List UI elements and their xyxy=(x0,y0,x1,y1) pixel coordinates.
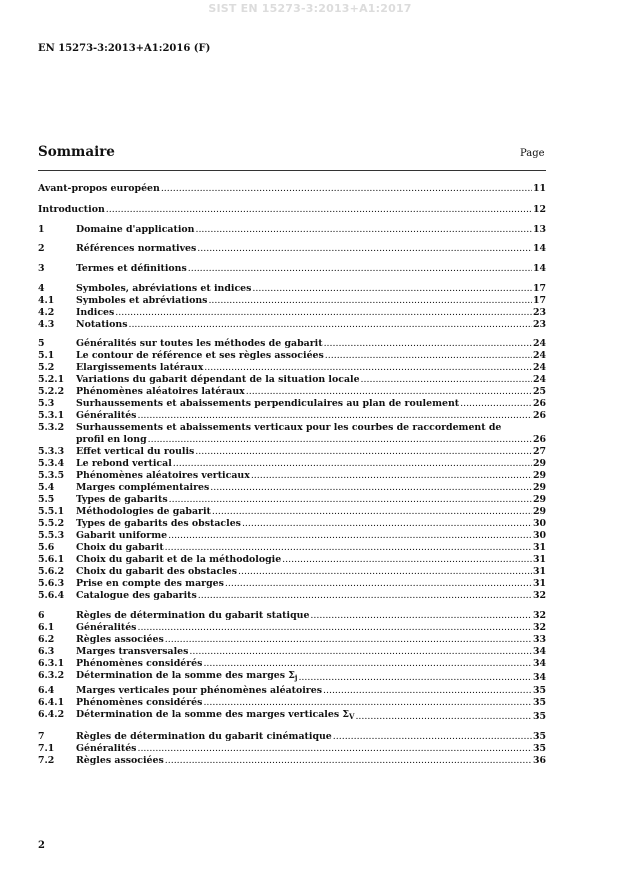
toc-entry-number: 4 xyxy=(38,283,45,294)
toc-entry[interactable] xyxy=(38,542,546,554)
toc-entry-page: 35 xyxy=(532,731,546,742)
toc-entry-number: 5.3.2 xyxy=(38,422,65,433)
toc-entry-title: Marges transversales xyxy=(76,646,189,657)
toc-entry-page: 34 xyxy=(532,646,546,657)
toc-leader-dots xyxy=(161,183,532,195)
toc-entry[interactable] xyxy=(38,610,546,622)
toc-entry[interactable] xyxy=(38,506,546,518)
toc-leader-dots xyxy=(165,755,532,767)
toc-entry[interactable] xyxy=(38,204,546,216)
toc-entry-number: 7 xyxy=(38,731,45,742)
toc-entry-title: Termes et définitions xyxy=(76,263,187,274)
toc-entry-title: Types de gabarits des obstacles xyxy=(76,518,241,529)
toc-entry-number: 5.6 xyxy=(38,542,55,553)
toc-entry-page: 24 xyxy=(532,362,546,373)
toc-leader-dots xyxy=(204,362,532,374)
toc-entry-title: Choix du gabarit xyxy=(76,542,164,553)
toc-entry[interactable] xyxy=(38,224,546,236)
toc-entry-title: Elargissements latéraux xyxy=(76,362,204,373)
toc-entry-page: 24 xyxy=(532,374,546,385)
toc-entry[interactable] xyxy=(38,634,546,646)
toc-leader-dots xyxy=(298,672,532,684)
toc-entry-title: Gabarit uniforme xyxy=(76,530,168,541)
toc-leader-dots xyxy=(251,470,532,482)
toc-entry[interactable] xyxy=(38,731,546,743)
toc-entry-title: Surhaussements et abaissements perpendiculaires au plan de roulement xyxy=(76,398,460,409)
toc-leader-dots xyxy=(210,482,532,494)
toc-entry-number: 6.3 xyxy=(38,646,55,657)
toc-entry-title: Symboles et abréviations xyxy=(76,295,208,306)
toc-entry-page: 30 xyxy=(532,518,546,529)
toc-leader-dots xyxy=(137,743,531,755)
toc-entry-number: 6.1 xyxy=(38,622,55,633)
toc-entry-number: 6.4.1 xyxy=(38,697,65,708)
toc-entry-page: 29 xyxy=(532,470,546,481)
toc-entry-title: Indices xyxy=(76,307,115,318)
toc-entry-subscript: j xyxy=(294,673,298,682)
toc-entry[interactable] xyxy=(38,398,546,410)
toc-entry-title: Détermination de la somme des marges $\Sigma_j$ xyxy=(76,670,298,682)
toc-entry[interactable] xyxy=(38,446,546,458)
toc-entry-page: 14 xyxy=(532,243,546,254)
toc-entry[interactable] xyxy=(38,578,546,590)
toc-leader-dots xyxy=(361,374,532,386)
toc-entry-title: Notations xyxy=(76,319,128,330)
toc-entry-title: Généralités xyxy=(76,622,137,633)
toc-leader-dots xyxy=(355,711,532,723)
toc-entry-title: Généralités sur toutes les méthodes de gabarit xyxy=(76,338,323,349)
toc-entry[interactable] xyxy=(38,458,546,470)
toc-leader-dots xyxy=(188,263,532,275)
toc-entry-number: 3 xyxy=(38,263,45,274)
toc-entry-number: 5.5.2 xyxy=(38,518,65,529)
toc-leader-dots xyxy=(115,307,532,319)
toc-entry[interactable] xyxy=(38,646,546,658)
toc-entry-title: Catalogue des gabarits xyxy=(76,590,197,601)
toc-entry[interactable] xyxy=(38,263,546,275)
toc-leader-dots xyxy=(242,518,532,530)
toc-entry-title: Références normatives xyxy=(76,243,197,254)
toc-entry-title: Domaine d'application xyxy=(76,224,195,235)
toc-entry[interactable] xyxy=(38,338,546,350)
toc-entry-number: 7.1 xyxy=(38,743,55,754)
toc-entry-number: 6 xyxy=(38,610,45,621)
toc-entry-page: 33 xyxy=(532,634,546,645)
toc-entry-title: Marges complémentaires xyxy=(76,482,210,493)
toc-leader-dots xyxy=(137,622,531,634)
toc-entry-number: 1 xyxy=(38,224,45,235)
toc-entry-title: Détermination de la somme des marges verticales $\Sigma_V$ xyxy=(76,709,355,721)
toc-entry[interactable] xyxy=(38,518,546,530)
toc-entry[interactable] xyxy=(38,482,546,494)
toc-entry-title: Phénomènes considérés xyxy=(76,658,203,669)
toc-entry-page: 35 xyxy=(532,711,546,722)
toc-entry[interactable] xyxy=(38,658,546,670)
toc-leader-dots xyxy=(203,697,532,709)
toc-entry[interactable] xyxy=(38,374,546,386)
toc-title: Sommaire xyxy=(38,144,115,160)
toc-leader-dots xyxy=(195,224,531,236)
toc-leader-dots xyxy=(106,204,532,216)
toc-entry-title: Marges verticales pour phénomènes aléatoires xyxy=(76,685,322,696)
toc-leader-dots xyxy=(197,243,532,255)
toc-entry-page: 31 xyxy=(532,554,546,565)
toc-entry-page: 31 xyxy=(532,578,546,589)
toc-entry-number: 5.3.4 xyxy=(38,458,65,469)
toc-leader-dots xyxy=(310,610,532,622)
toc-entry-title: Généralités xyxy=(76,743,137,754)
toc-entry-number: 6.4.2 xyxy=(38,709,65,720)
toc-leader-dots xyxy=(225,578,532,590)
toc-leader-dots xyxy=(168,530,532,542)
toc-leader-dots xyxy=(208,295,532,307)
toc-entry-number: 5.6.3 xyxy=(38,578,65,589)
toc-entry-number: 4.1 xyxy=(38,295,55,306)
toc-entry-page: 32 xyxy=(532,622,546,633)
toc-entry[interactable] xyxy=(38,709,546,721)
toc-entry-title: Choix du gabarit des obstacles xyxy=(76,566,238,577)
toc-entry-page: 30 xyxy=(532,530,546,541)
toc-leader-dots xyxy=(195,446,532,458)
toc-entry-title: Règles associées xyxy=(76,755,164,766)
toc-leader-dots xyxy=(333,731,532,743)
toc-divider xyxy=(38,170,546,171)
toc-entry-page: 17 xyxy=(532,295,546,306)
toc-entry-page: 35 xyxy=(532,685,546,696)
toc-entry-page: 27 xyxy=(532,446,546,457)
toc-entry-page: 29 xyxy=(532,494,546,505)
toc-entry-number: 5.5 xyxy=(38,494,55,505)
toc-entry[interactable] xyxy=(38,183,546,195)
toc-entry-number: 5.1 xyxy=(38,350,55,361)
toc-leader-dots xyxy=(198,590,532,602)
toc-entry-title: Prise en compte des marges xyxy=(76,578,224,589)
toc-entry-page: 35 xyxy=(532,697,546,708)
toc-leader-dots xyxy=(189,646,532,658)
toc-entry-title: Variations du gabarit dépendant de la situation locale xyxy=(76,374,360,385)
toc-entry-title-continued: profil en long xyxy=(76,434,147,445)
toc-entry-number: 5.6.1 xyxy=(38,554,65,565)
toc-entry-title: Règles de détermination du gabarit cinématique xyxy=(76,731,332,742)
toc-entry[interactable] xyxy=(38,685,546,697)
toc-entry-title: Méthodologies de gabarit xyxy=(76,506,211,517)
toc-entry-page: 24 xyxy=(532,350,546,361)
toc-entry-page: 24 xyxy=(532,338,546,349)
toc-entry-title: Symboles, abréviations et indices xyxy=(76,283,252,294)
toc-entry-title: Règles associées xyxy=(76,634,164,645)
toc-entry-number: 2 xyxy=(38,243,45,254)
toc-leader-dots xyxy=(325,350,532,362)
toc-entry-page: 31 xyxy=(532,542,546,553)
toc-leader-dots xyxy=(203,658,532,670)
toc-leader-dots xyxy=(246,386,532,398)
toc-entry-page: 32 xyxy=(532,610,546,621)
toc-leader-dots xyxy=(169,494,532,506)
toc-leader-dots xyxy=(137,410,531,422)
toc-entry-title: Généralités xyxy=(76,410,137,421)
toc-entry-title: Phénomènes aléatoires verticaux xyxy=(76,470,250,481)
toc-entry-page: 26 xyxy=(532,410,546,421)
toc-entry-page: 29 xyxy=(532,506,546,517)
toc-leader-dots xyxy=(460,398,532,410)
toc-page-label: Page xyxy=(520,148,545,159)
toc-entry-page: 35 xyxy=(532,743,546,754)
toc-entry-page: 12 xyxy=(532,204,546,215)
toc-entry[interactable] xyxy=(38,386,546,398)
toc-entry-title: Introduction xyxy=(38,204,105,215)
toc-entry[interactable] xyxy=(38,554,546,566)
toc-entry[interactable] xyxy=(38,350,546,362)
toc-entry-number: 5.2.1 xyxy=(38,374,65,385)
toc-leader-dots xyxy=(165,634,532,646)
toc-entry[interactable] xyxy=(38,743,546,755)
toc-entry-page: 13 xyxy=(532,224,546,235)
toc-entry-title: Le contour de référence et ses règles associées xyxy=(76,350,324,361)
toc-entry-title: Effet vertical du roulis xyxy=(76,446,195,457)
page-number: 2 xyxy=(38,840,45,851)
toc-entry[interactable] xyxy=(38,530,546,542)
toc-entry-page: 25 xyxy=(532,386,546,397)
toc-leader-dots xyxy=(323,685,532,697)
toc-entry-number: 5.3.3 xyxy=(38,446,65,457)
toc-entry[interactable] xyxy=(38,243,546,255)
toc-entry-title: Le rebond vertical xyxy=(76,458,172,469)
toc-entry-page: 26 xyxy=(532,398,546,409)
toc-entry[interactable] xyxy=(38,622,546,634)
document-id: EN 15273-3:2013+A1:2016 (F) xyxy=(38,43,211,54)
toc-entry[interactable] xyxy=(38,307,546,319)
toc-leader-dots xyxy=(128,319,531,331)
toc-entry-title: Avant-propos européen xyxy=(38,183,160,194)
toc-entry-page: 29 xyxy=(532,482,546,493)
toc-entry[interactable] xyxy=(38,566,546,578)
toc-entry-title: Règles de détermination du gabarit statique xyxy=(76,610,310,621)
toc-entry-number: 5.3.5 xyxy=(38,470,65,481)
toc-entry[interactable] xyxy=(38,283,546,295)
toc-entry-number: 5.3 xyxy=(38,398,55,409)
toc-leader-dots xyxy=(212,506,532,518)
toc-leader-dots xyxy=(324,338,532,350)
toc-entry-page: 34 xyxy=(532,672,546,683)
toc-entry-title: Phénomènes considérés xyxy=(76,697,203,708)
toc-entry-page: 34 xyxy=(532,658,546,669)
toc-entry-number: 6.3.2 xyxy=(38,670,65,681)
toc-entry-number: 5.4 xyxy=(38,482,55,493)
toc-entry-number: 6.2 xyxy=(38,634,55,645)
toc-leader-dots xyxy=(165,542,532,554)
toc-entry-page: 23 xyxy=(532,307,546,318)
toc-entry-page: 26 xyxy=(532,434,546,445)
toc-entry-page: 36 xyxy=(532,755,546,766)
toc-entry-page: 14 xyxy=(532,263,546,274)
toc-entry[interactable] xyxy=(38,410,546,422)
watermark: SIST EN 15273-3:2013+A1:2017 xyxy=(208,2,412,15)
toc-entry-page: 32 xyxy=(532,590,546,601)
toc-leader-dots xyxy=(148,434,532,446)
toc-entry-title: Choix du gabarit et de la méthodologie xyxy=(76,554,282,565)
toc-leader-dots xyxy=(282,554,532,566)
toc-entry[interactable] xyxy=(38,494,546,506)
toc-entry-number: 4.3 xyxy=(38,319,55,330)
toc-entry-title: Surhaussements et abaissements verticaux pour les courbes de raccordement de xyxy=(76,422,502,433)
toc-entry[interactable] xyxy=(38,295,546,307)
toc-entry[interactable] xyxy=(38,755,546,767)
toc-leader-dots xyxy=(238,566,532,578)
toc-entry-number: 5.3.1 xyxy=(38,410,65,421)
toc-entry-subscript: V xyxy=(349,712,355,721)
toc-entry-page: 29 xyxy=(532,458,546,469)
toc-entry-number: 5.5.1 xyxy=(38,506,65,517)
toc-entry-page: 23 xyxy=(532,319,546,330)
toc-leader-dots xyxy=(252,283,532,295)
toc-entry-number: 5.6.2 xyxy=(38,566,65,577)
toc-entry-number: 5.2.2 xyxy=(38,386,65,397)
toc-entry[interactable] xyxy=(38,319,546,331)
toc-entry-number: 5 xyxy=(38,338,45,349)
toc-entry[interactable] xyxy=(38,670,546,682)
toc-entry[interactable] xyxy=(38,590,546,602)
toc-entry[interactable] xyxy=(38,697,546,709)
toc-entry[interactable] xyxy=(38,470,546,482)
toc-entry-number: 6.4 xyxy=(38,685,55,696)
toc-entry-number: 5.6.4 xyxy=(38,590,65,601)
toc-entry-title: Types de gabarits xyxy=(76,494,168,505)
toc-entry-number: 7.2 xyxy=(38,755,55,766)
toc-entry[interactable] xyxy=(38,422,546,446)
toc-entry-page: 17 xyxy=(532,283,546,294)
toc-entry[interactable] xyxy=(38,362,546,374)
toc-entry-number: 5.2 xyxy=(38,362,55,373)
toc-leader-dots xyxy=(173,458,532,470)
toc-entry-number: 5.5.3 xyxy=(38,530,65,541)
toc-entry-page: 11 xyxy=(532,183,546,194)
toc-entry-number: 4.2 xyxy=(38,307,55,318)
toc-entry-number: 6.3.1 xyxy=(38,658,65,669)
toc-entry-title: Phénomènes aléatoires latéraux xyxy=(76,386,245,397)
toc-entry-page: 31 xyxy=(532,566,546,577)
